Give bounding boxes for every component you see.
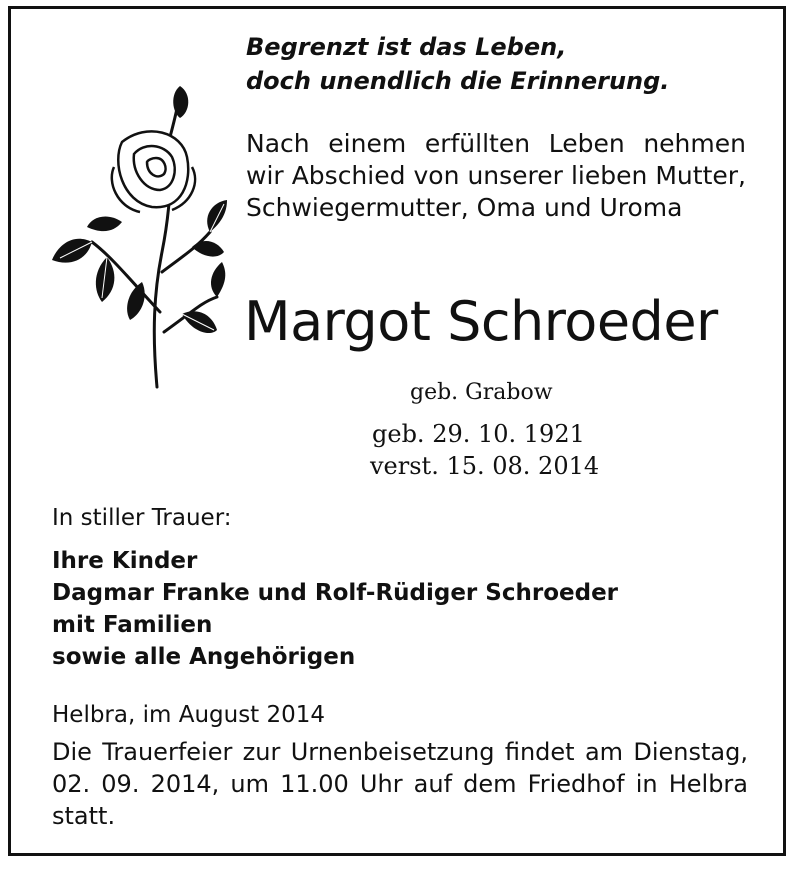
- family-list: [52, 545, 618, 673]
- family-line: mit Familien: [52, 612, 213, 638]
- family-line: sowie alle Angehörigen: [52, 644, 356, 670]
- motto-line-1: Begrenzt ist das Leben,: [246, 33, 567, 61]
- rose-illustration-icon: [52, 82, 227, 392]
- motto-line-2: doch unendlich die Erinnerung.: [246, 67, 670, 95]
- family-line: Ihre Kinder: [52, 548, 198, 574]
- death-date: verst. 15. 08. 2014: [370, 452, 600, 480]
- family-line: Dagmar Franke und Rolf-Rüdiger Schroeder: [52, 580, 619, 606]
- place-date: Helbra, im August 2014: [52, 702, 326, 728]
- maiden-name: geb. Grabow: [410, 380, 553, 405]
- service-note: Die Trauerfeier zur Urnenbeisetzung findet am Dienstag, 02. 09. 2014, um 11.00 Uhr auf dem Friedhof in Helbra statt.: [52, 738, 748, 830]
- mourning-label: In stiller Trauer:: [52, 505, 232, 531]
- intro-text: Nach einem erfüllten Leben nehmen wir Abschied von unserer lieben Mutter, Schwiegermutter, Oma und Uroma: [246, 129, 746, 222]
- deceased-name: Margot Schroeder: [244, 290, 718, 353]
- motto: [246, 30, 669, 98]
- birth-date: geb. 29. 10. 1921: [372, 420, 585, 448]
